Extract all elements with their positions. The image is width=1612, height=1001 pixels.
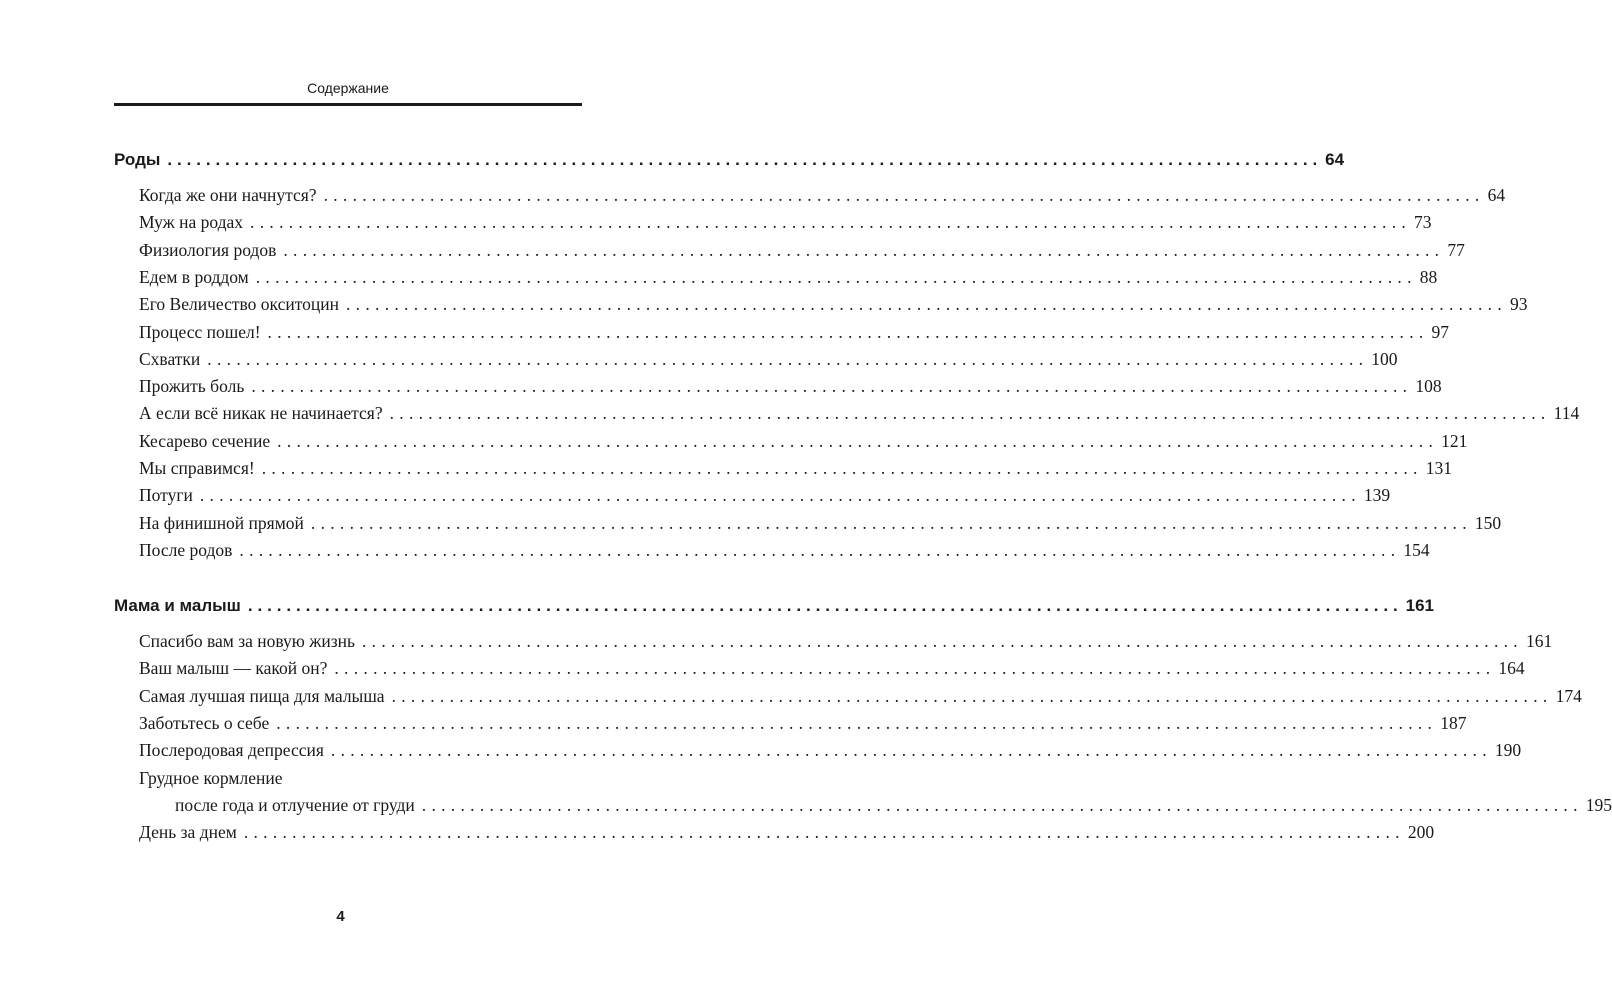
toc-entry-page: 200 [1407,822,1435,843]
dot-leader: ........................................................................................................................ [276,712,1438,733]
toc-entry [139,348,1398,370]
toc-entry-title: Кесарево сечение [139,430,271,451]
toc-entry-title: Потуги [139,485,193,506]
toc-entry-page: 77 [1447,239,1465,260]
toc-entry-page: 64 [1325,150,1345,169]
dot-leader: ........................................................................................................................ [167,150,1323,169]
toc-entry-title: А если всё никак не начинается? [139,403,383,424]
dot-leader: ........................................................................................................................ [250,212,1412,233]
toc-entry [139,376,1442,397]
header-rule [114,103,582,106]
toc-entry-title: Ваш малыш — какой он? [139,658,328,679]
toc-entry [139,512,1502,534]
dot-leader: ........................................................................................................................ [261,458,1423,478]
toc-entry-title: Спасибо вам за новую жизнь [139,631,355,651]
toc-entry [139,539,1430,561]
dot-leader: ........................................................................................................................ [277,430,1439,451]
toc-entry-continuation [175,794,1612,816]
dot-leader: ........................................................................................................................ [421,794,1583,815]
dot-leader: ........................................................................................................................ [323,185,1485,205]
toc-entry [139,658,1525,679]
toc-entry-title: Мы справимся! [139,458,255,478]
dot-leader: ........................................................................................................................ [207,348,1369,369]
toc-entry-title: Физиология родов [139,239,277,260]
toc-entry [139,185,1506,206]
dot-leader: ........................................................................................................................ [239,539,1401,560]
dot-leader: ........................................................................................................................ [251,376,1413,397]
toc-entry-page: 97 [1431,321,1450,342]
dot-leader: ........................................................................................................................ [346,294,1507,315]
toc-entry-page: 88 [1419,266,1438,287]
toc-entry [139,430,1468,452]
toc-entry [139,458,1452,479]
toc-entry-title: Муж на родах [139,212,244,233]
dot-leader: ........................................................................................................................ [310,512,1472,533]
dot-leader: ........................................................................................................................ [334,658,1496,679]
toc-entry-page: 195 [1585,794,1612,815]
toc-entry-page: 161 [1405,596,1434,615]
toc-entry-page: 139 [1363,485,1391,506]
dot-leader: ........................................................................................................................ [267,321,1429,342]
toc-entry-page: 164 [1498,658,1525,679]
toc-entry-page: 161 [1525,631,1553,651]
dot-leader: ........................................................................................................................ [330,740,1492,761]
toc-entry-page: 174 [1555,685,1582,706]
toc-entry [139,266,1438,288]
toc-entry-page: 100 [1371,348,1398,369]
toc-entry-title: Мама и малыш [114,596,241,615]
toc-entry-title: Прожить боль [139,376,245,397]
toc-entry-page: 150 [1474,512,1502,533]
toc-entry [139,685,1582,707]
toc-chapter [114,596,1434,616]
toc-chapter [114,150,1345,170]
toc-entry-page: 154 [1403,539,1430,560]
toc-entry-page: 114 [1553,403,1580,424]
dot-leader: ........................................................................................................................ [391,685,1553,706]
toc-entry [139,294,1528,315]
dot-leader: ........................................................................................................................ [255,266,1417,287]
toc-entry-page: 93 [1510,294,1528,315]
toc-entry [139,631,1553,652]
toc-entry [139,239,1465,261]
toc-entry-title: Самая лучшая пища для малыша [139,685,385,706]
toc-entry-title: Роды [114,150,161,169]
toc-entry [139,822,1435,843]
page-number: 4 [336,908,345,925]
dot-leader: ........................................................................................................................ [243,822,1405,843]
dot-leader: ........................................................................................................................ [389,403,1551,424]
toc-entry-page: 73 [1414,212,1432,233]
toc-entry [139,712,1467,734]
toc-entry-title: после года и отлучение от груди [175,794,415,815]
toc-entry-page: 121 [1441,430,1468,451]
toc-entry [139,403,1580,424]
dot-leader: ........................................................................................................................ [361,631,1523,651]
toc-entry-title: Послеродовая депрессия [139,740,324,761]
toc-entry-title: Его Величество окситоцин [139,294,339,315]
dot-leader: ........................................................................................................................ [247,596,1403,615]
toc-entry-title: Схватки [139,348,201,369]
toc-entry-title: Грудное кормление [139,767,283,788]
toc-entry-title: На финишной прямой [139,512,304,533]
toc-entry [139,768,582,789]
toc-entry [139,321,1450,343]
toc-entry-title: После родов [139,539,233,560]
toc-entry-page: 108 [1415,376,1442,397]
dot-leader: ........................................................................................................................ [283,239,1445,260]
toc-entry-page: 190 [1494,740,1522,761]
toc-entry-title: Процесс пошел! [139,321,261,342]
toc-entry-title: Заботьтесь о себе [139,712,270,733]
toc-entry-page: 64 [1487,185,1506,205]
toc-entry-title: День за днем [139,822,237,843]
toc-entry [139,212,1432,233]
toc-entry-page: 131 [1425,458,1452,478]
dot-leader: ........................................................................................................................ [199,485,1361,506]
toc-entry [139,485,1391,506]
toc-entry-title: Едем в роддом [139,266,249,287]
toc-entry-page: 187 [1440,712,1467,733]
toc-entry [139,740,1522,761]
toc-entry-title: Когда же они начнутся? [139,185,317,205]
running-head: Содержание [307,80,389,96]
